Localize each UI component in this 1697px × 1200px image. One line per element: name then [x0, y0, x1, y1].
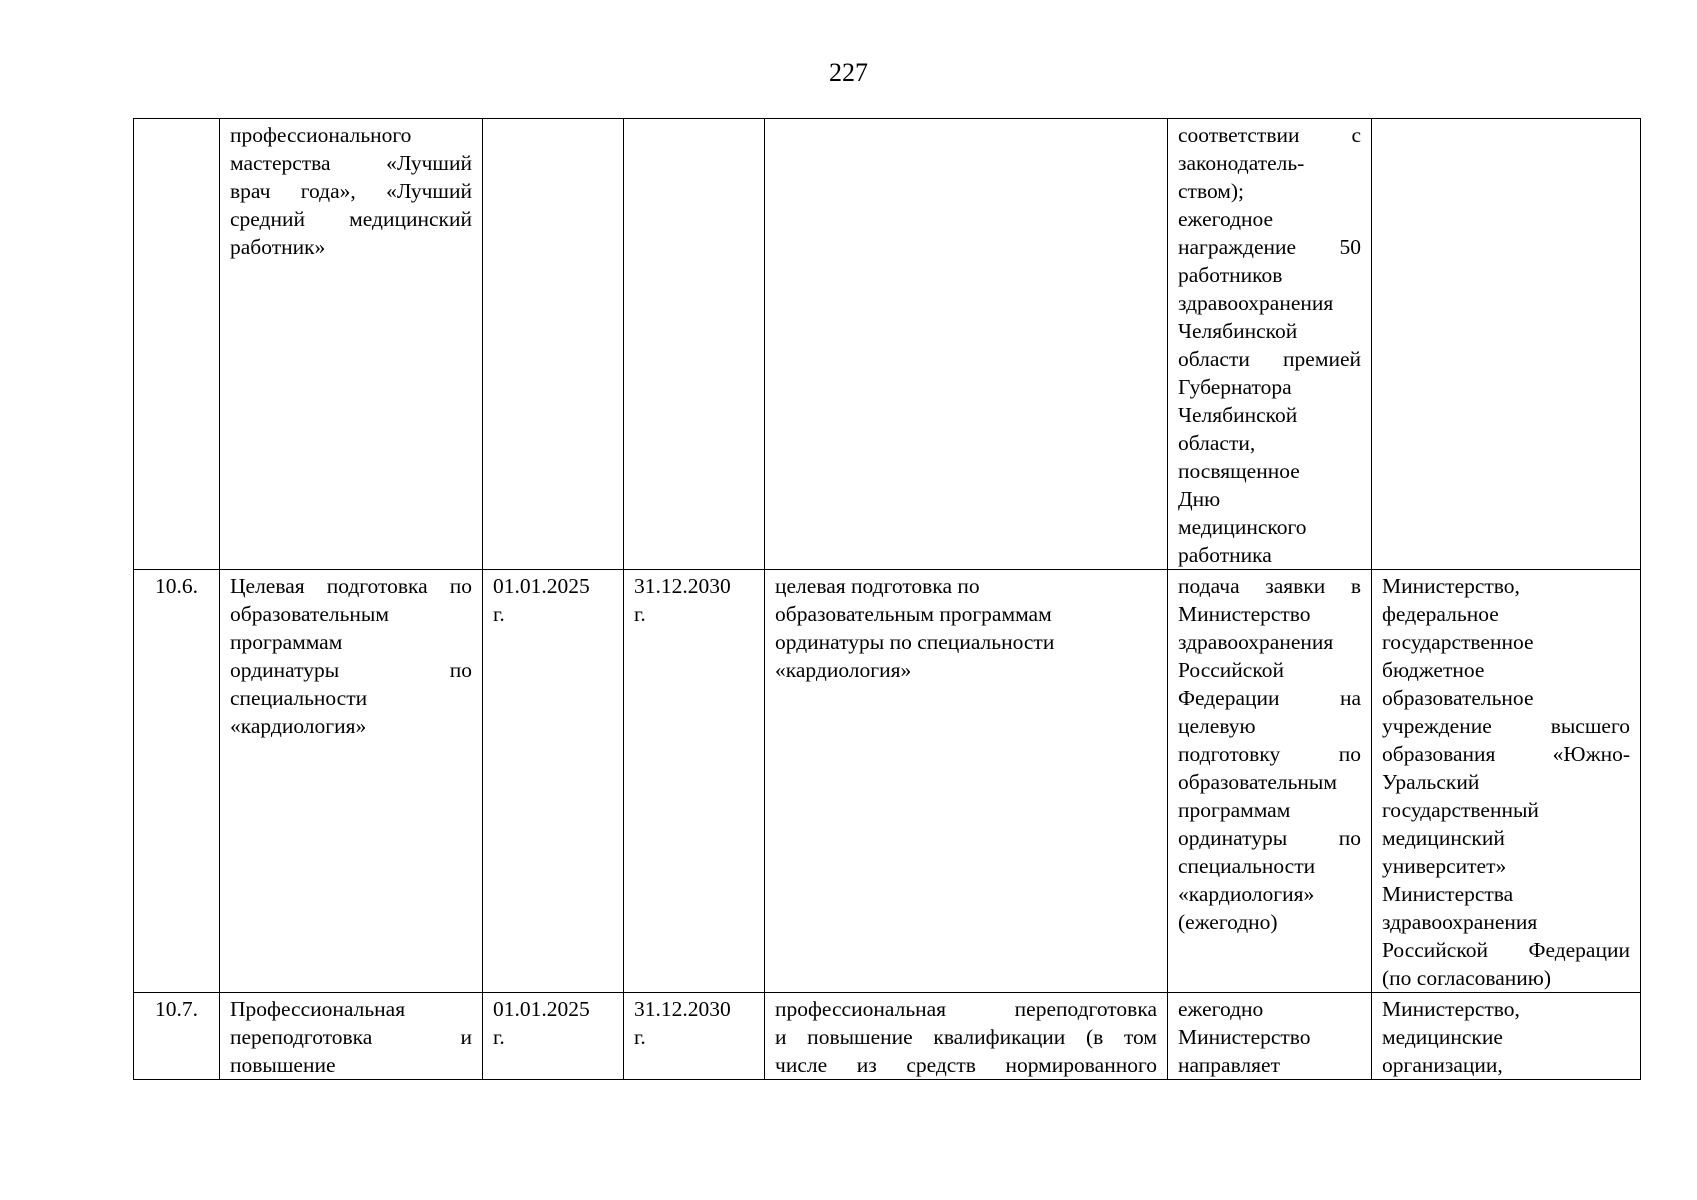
description-cell: [765, 993, 1168, 1080]
result-cell: [1168, 993, 1372, 1080]
cell-line: «кардиология»: [230, 714, 367, 738]
cell-line: медицинского: [1178, 515, 1307, 539]
cell-line: 01.01.2025: [493, 574, 590, 598]
end-date-cell: [624, 119, 765, 570]
cell-line: организации,: [1382, 1053, 1503, 1077]
cell-line: направляет: [1178, 1053, 1280, 1077]
cell-line: профессиональная переподготовка: [775, 997, 1157, 1021]
cell-line: здравоохранения: [1382, 910, 1538, 934]
responsible-cell: [1372, 119, 1641, 570]
cell-line: посвященное: [1178, 459, 1300, 483]
cell-line: повышение: [230, 1053, 336, 1077]
cell-line: Российской: [1178, 658, 1284, 682]
cell-line: Министерство,: [1382, 997, 1520, 1021]
cell-line: подача заявки в: [1178, 574, 1361, 598]
cell-line: государственный: [1382, 798, 1539, 822]
end-date-cell: [624, 993, 765, 1080]
event-name-cell: [220, 570, 483, 993]
cell-line: г.: [634, 602, 646, 626]
cell-line: Министерство: [1178, 1025, 1311, 1049]
cell-line: законодатель-: [1178, 151, 1305, 175]
result-cell: [1168, 119, 1372, 570]
table-row: [134, 119, 1641, 570]
cell-line: 01.01.2025: [493, 997, 590, 1021]
cell-line: ежегодное: [1178, 207, 1274, 231]
event-name-cell: [220, 993, 483, 1080]
cell-line: средний медицинский: [230, 207, 472, 231]
cell-line: образовательным: [1178, 770, 1337, 794]
cell-line: государственное: [1382, 630, 1534, 654]
cell-line: 31.12.2030: [634, 574, 731, 598]
cell-line: ством);: [1178, 179, 1245, 203]
page-number: 227: [829, 58, 868, 87]
cell-line: (ежегодно): [1178, 910, 1278, 934]
end-date-cell: [624, 570, 765, 993]
row-number-cell: 10.7.: [134, 993, 220, 1080]
cell-line: переподготовка и: [230, 1025, 472, 1049]
row-number-cell: [134, 119, 220, 570]
cell-line: медицинский: [1382, 826, 1505, 850]
cell-line: Министерства: [1382, 882, 1514, 906]
table-row: [134, 570, 1641, 993]
cell-line: ординатуры по: [230, 658, 472, 682]
cell-line: «кардиология»: [1178, 882, 1315, 906]
start-date-cell: [483, 570, 624, 993]
cell-line: ежегодно: [1178, 997, 1264, 1021]
cell-line: программам: [1178, 798, 1291, 822]
cell-line: врач года», «Лучший: [230, 179, 472, 203]
cell-line: мастерства «Лучший: [230, 151, 472, 175]
cell-line: программам: [230, 630, 343, 654]
cell-line: профессионального: [230, 123, 412, 147]
cell-line: работников: [1178, 263, 1283, 287]
cell-line: образовательное: [1382, 686, 1534, 710]
cell-line: области премией: [1178, 347, 1361, 371]
cell-line: Челябинской: [1178, 403, 1298, 427]
cell-line: образовательным: [230, 602, 389, 626]
cell-line: «кардиология»: [775, 658, 912, 682]
cell-line: медицинские: [1382, 1025, 1503, 1049]
cell-line: учреждение высшего: [1382, 714, 1630, 738]
cell-line: ординатуры по: [1178, 826, 1361, 850]
cell-line: ординатуры по специальности: [775, 630, 1055, 654]
cell-line: Целевая подготовка по: [230, 574, 472, 598]
activities-table: [133, 118, 1641, 1080]
cell-line: бюджетное: [1382, 658, 1485, 682]
cell-line: и повышение квалификации (в том: [775, 1025, 1157, 1049]
cell-line: университет»: [1382, 854, 1507, 878]
responsible-cell: [1372, 993, 1641, 1080]
description-cell: [765, 119, 1168, 570]
result-cell: [1168, 570, 1372, 993]
cell-line: Профессиональная: [230, 997, 406, 1021]
table-row: [134, 993, 1641, 1080]
cell-line: Министерство: [1178, 602, 1311, 626]
cell-line: работник»: [230, 235, 326, 259]
cell-line: г.: [634, 1025, 646, 1049]
responsible-cell: [1372, 570, 1641, 993]
cell-line: целевую: [1178, 714, 1256, 738]
cell-line: Губернатора: [1178, 375, 1292, 399]
cell-line: подготовку по: [1178, 742, 1361, 766]
description-cell: [765, 570, 1168, 993]
cell-line: Российской Федерации: [1382, 938, 1630, 962]
cell-line: Министерство,: [1382, 574, 1520, 598]
cell-line: (по согласованию): [1382, 966, 1552, 990]
start-date-cell: [483, 119, 624, 570]
start-date-cell: [483, 993, 624, 1080]
cell-line: специальности: [230, 686, 368, 710]
cell-line: Федерации на: [1178, 686, 1361, 710]
cell-line: образовательным программам: [775, 602, 1052, 626]
cell-line: соответствии с: [1178, 123, 1361, 147]
cell-line: федеральное: [1382, 602, 1499, 626]
cell-line: области,: [1178, 431, 1256, 455]
cell-line: Уральский: [1382, 770, 1480, 794]
cell-line: 31.12.2030: [634, 997, 731, 1021]
cell-line: Дню: [1178, 487, 1221, 511]
cell-line: специальности: [1178, 854, 1316, 878]
cell-line: г.: [493, 602, 505, 626]
cell-line: числе из средств нормированного: [775, 1053, 1157, 1077]
cell-line: здравоохранения: [1178, 630, 1334, 654]
cell-line: здравоохранения: [1178, 291, 1334, 315]
cell-line: награждение 50: [1178, 235, 1361, 259]
cell-line: Челябинской: [1178, 319, 1298, 343]
cell-line: целевая подготовка по: [775, 574, 980, 598]
cell-line: работника: [1178, 543, 1272, 567]
cell-line: образования «Южно-: [1382, 742, 1630, 766]
cell-line: г.: [493, 1025, 505, 1049]
row-number-cell: 10.6.: [134, 570, 220, 993]
event-name-cell: [220, 119, 483, 570]
